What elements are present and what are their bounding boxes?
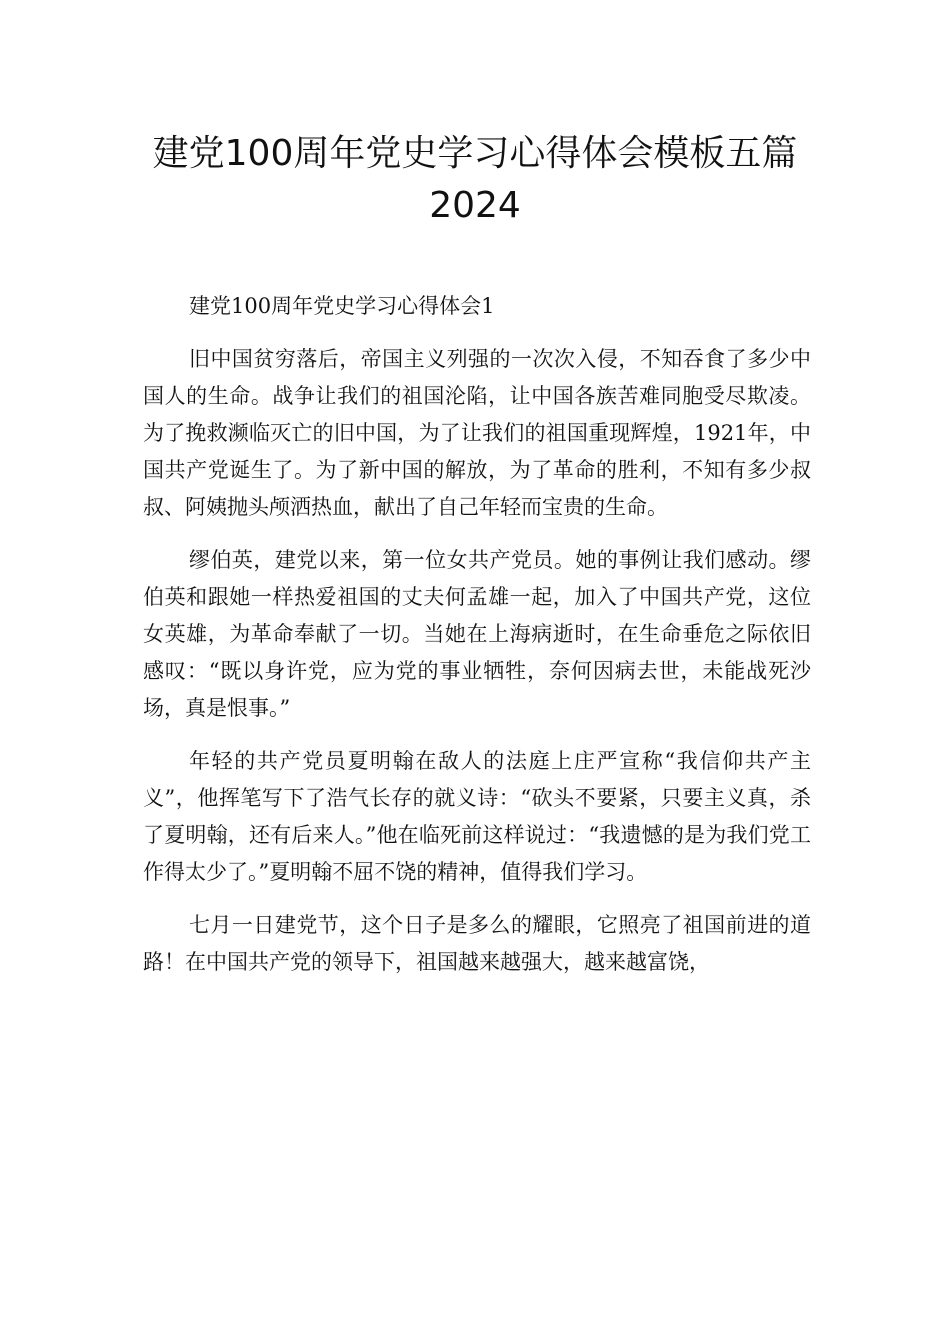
section-heading: 建党100周年党史学习心得体会1 <box>189 294 495 318</box>
document-body <box>143 288 811 997</box>
paragraph-4: 七月一日建党节，这个日子是多么的耀眼，它照亮了祖国前进的道路！在中国共产党的领导下，祖国越来越强大，越来越富饶， <box>143 913 811 974</box>
paragraph-3: 年轻的共产党员夏明翰在敌人的法庭上庄严宣称“我信仰共产主义”，他挥笔写下了浩气长存的就义诗：“砍头不要紧，只要主义真，杀了夏明翰，还有后来人。”他在临死前这样说过：“我遗憾的是为我们党工作得太少了。”夏明翰不屈不饶的精神，值得我们学习。 <box>143 749 811 884</box>
document-title: 建党100周年党史学习心得体会模板五篇2024 <box>152 133 798 226</box>
paragraph-1: 旧中国贫穷落后，帝国主义列强的一次次入侵，不知吞食了多少中国人的生命。战争让我们的祖国沦陷，让中国各族苦难同胞受尽欺凌。为了挽救濒临灭亡的旧中国，为了让我们的祖国重现辉煌，1921年，中国共产党诞生了。为了新中国的解放，为了革命的胜利，不知有多少叔叔、阿姨抛头颅洒热血，献出了自己年轻而宝贵的生命。 <box>143 347 811 519</box>
paragraph-2: 缪伯英，建党以来，第一位女共产党员。她的事例让我们感动。缪伯英和跟她一样热爱祖国的丈夫何孟雄一起，加入了中国共产党，这位女英雄，为革命奉献了一切。当她在上海病逝时，在生命垂危之际依旧感叹：“既以身许党，应为党的事业牺牲，奈何因病去世，未能战死沙场，真是恨事。” <box>143 548 811 720</box>
